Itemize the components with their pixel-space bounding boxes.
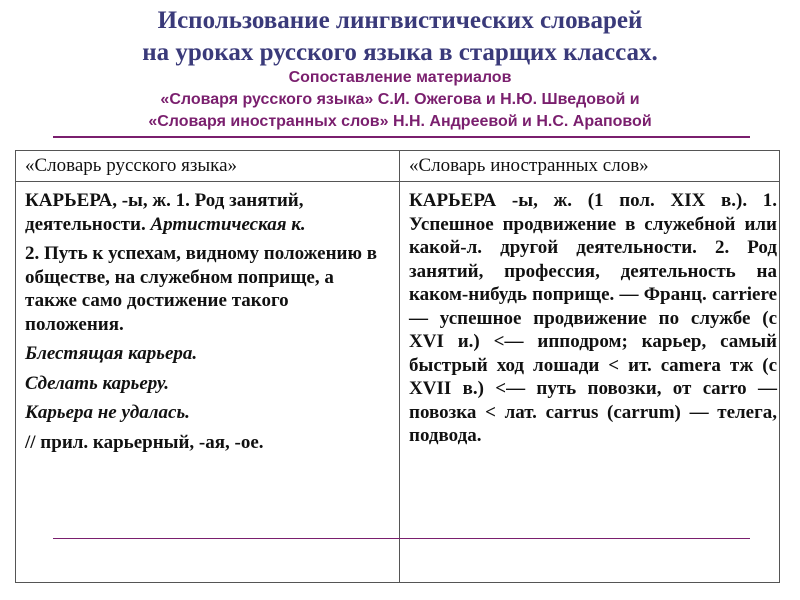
- cell-foreign-entry: [409, 189, 777, 448]
- subtitle-line-1: Сопоставление материалов: [288, 69, 512, 86]
- foreign-entry-text: КАРЬЕРА -ы, ж. (1 пол. XIX в.). 1. Успешное продвижение в служебной или какой-л. другой деятельности. 2. Род занятий, профессия, деятельность на каком-нибудь поприще. — Франц. carriere — успешное продвижение по службе (с XVI и.) <— ипподром; карьер, самый быстрый ход лошади < ит. camera тж (с XVII в.) <— путь повозки, от carro — повозка < лат. carrus (carrum) — телега, подвода.: [409, 190, 777, 446]
- definition-1-text: КАРЬЕРА, -ы, ж. 1. Род занятий, деятельности.: [25, 190, 304, 235]
- example-2: Сделать карьеру.: [25, 372, 170, 394]
- subtitle-line-2: «Словаря русского языка» С.И. Ожегова и Н.Ю. Шведовой и: [160, 91, 640, 108]
- derivative-adjective: // прил. карьерный, -ая, -ое.: [25, 431, 264, 453]
- example-3: Карьера не удалась.: [25, 402, 190, 423]
- comparison-table: [15, 150, 780, 583]
- header-foreign-words: «Словарь иностранных слов»: [409, 155, 649, 176]
- example-1: Блестящая карьера.: [25, 343, 198, 364]
- header-row-divider: [16, 181, 779, 182]
- column-divider: [399, 151, 400, 582]
- cell-ozhegov-entry: [25, 189, 387, 460]
- header-ozhegov: «Словарь русского языка»: [25, 155, 238, 176]
- slide-title-line-2: на уроках русского языка в старщих классах.: [142, 39, 658, 66]
- definition-1: [25, 189, 387, 236]
- definition-2: 2. Путь к успехам, видному положению в обществе, на служебном поприще, а также само достижение такого положения.: [25, 243, 378, 335]
- definition-1-example: Артистическая к.: [150, 213, 306, 235]
- bottom-divider: [53, 538, 750, 539]
- subtitle-line-3: «Словаря иностранных слов» Н.Н. Андреевой и Н.С. Араповой: [148, 113, 652, 130]
- slide-title-line-1: Использование лингвистических словарей: [157, 7, 643, 34]
- header-divider: [53, 136, 750, 138]
